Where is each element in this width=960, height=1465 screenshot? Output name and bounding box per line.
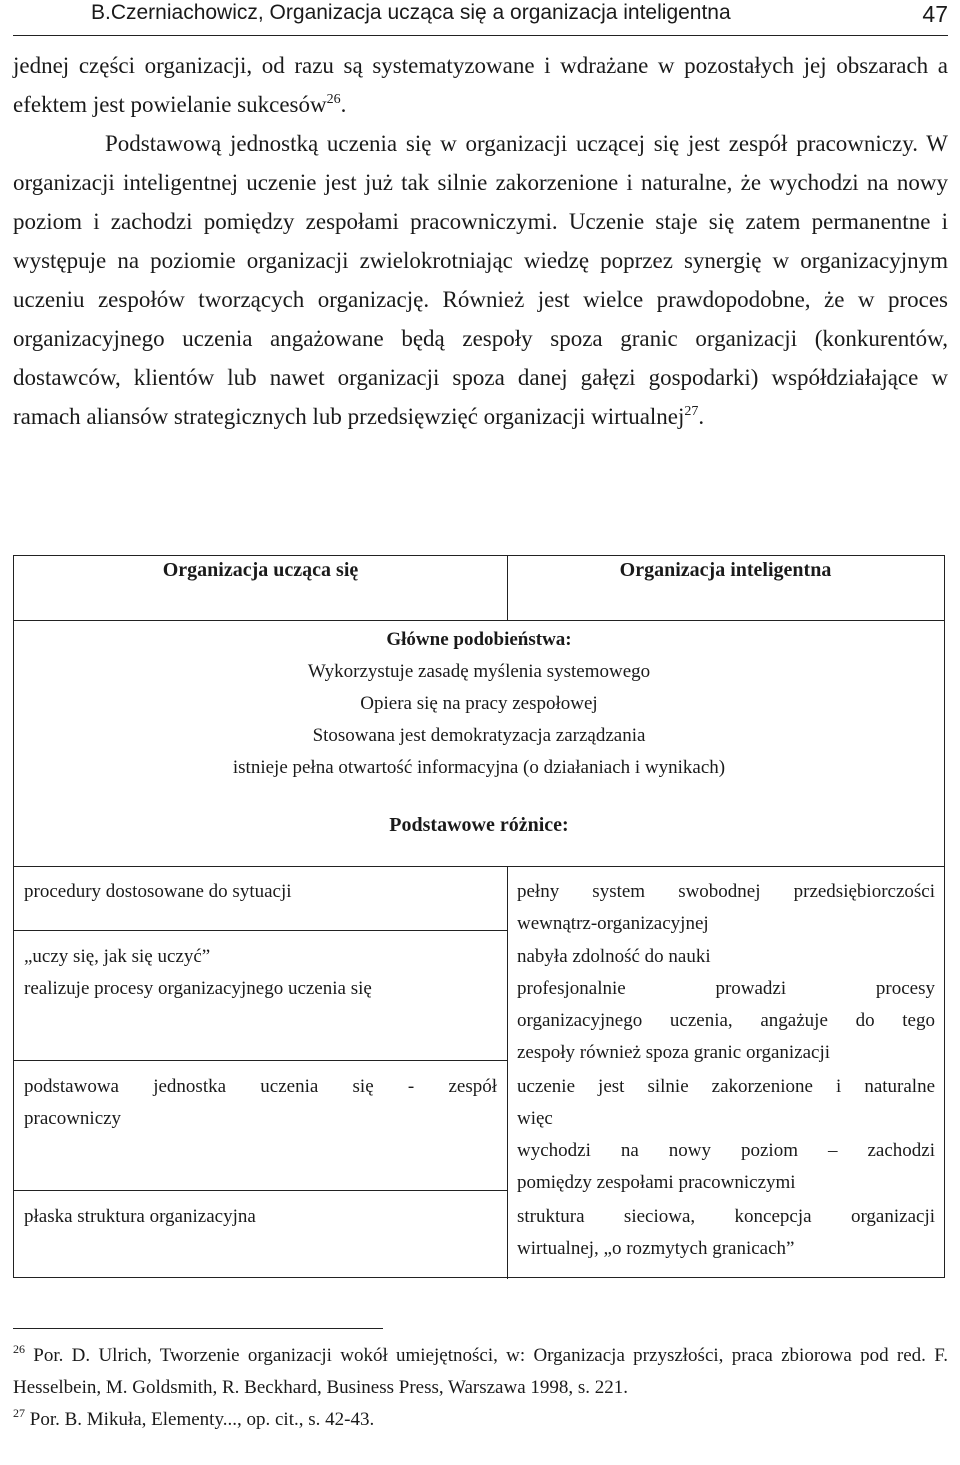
cell-line: pomiędzy zespołami pracowniczymi bbox=[517, 1172, 796, 1193]
footnotes bbox=[13, 1340, 948, 1436]
table-row-2-right bbox=[517, 941, 935, 1069]
row-rule-left bbox=[14, 1060, 507, 1061]
table-row-4-left bbox=[24, 1201, 497, 1233]
column-header-intelligent-org: Organizacja inteligentna bbox=[619, 559, 832, 581]
footnote-27 bbox=[13, 1404, 948, 1436]
paragraph-2-end: . bbox=[698, 404, 705, 429]
column-divider bbox=[507, 866, 508, 1279]
cell-line: „uczy się, jak się uczyć” bbox=[24, 946, 211, 967]
footnote-number: 26 bbox=[13, 1342, 25, 1356]
paragraph-2 bbox=[13, 124, 948, 436]
column-header-learning-org: Organizacja ucząca się bbox=[162, 559, 359, 581]
similarity-item: Wykorzystuje zasadę myślenia systemowego bbox=[307, 661, 651, 682]
main-text bbox=[13, 46, 948, 436]
table-row-2-left bbox=[24, 941, 497, 1005]
footnote-text: Por. B. Mikuła, Elementy..., op. cit., s. 42-43. bbox=[29, 1409, 375, 1430]
cell-line: zespoły również spoza granic organizacji bbox=[517, 1042, 831, 1063]
cell-line: wewnątrz-organizacyjnej bbox=[517, 913, 709, 934]
footnote-separator bbox=[13, 1328, 383, 1329]
comparison-table bbox=[13, 555, 945, 1278]
row-rule-left bbox=[14, 1190, 507, 1191]
cell-line: procedury dostosowane do sytuacji bbox=[24, 881, 292, 902]
similarities-title: Główne podobieństwa: bbox=[386, 629, 572, 650]
similarities-block bbox=[14, 624, 944, 784]
footnote-ref-27[interactable]: 27 bbox=[684, 404, 699, 419]
cell-line: pracowniczy bbox=[24, 1108, 122, 1129]
footnote-number: 27 bbox=[13, 1406, 25, 1420]
cell-line: nabyła zdolność do nauki bbox=[517, 946, 711, 967]
table-row-3-right bbox=[517, 1071, 935, 1199]
running-title: B.Czerniachowicz, Organizacja ucząca się a organizacja inteligentna bbox=[91, 1, 731, 24]
page-header bbox=[13, 0, 948, 36]
cell-line: wychodzi na nowy poziom – zachodzi bbox=[517, 1140, 935, 1161]
table-row-3-left bbox=[24, 1071, 497, 1135]
table-row-1-right bbox=[517, 876, 935, 940]
similarity-item: Stosowana jest demokratyzacja zarządzania bbox=[312, 725, 646, 746]
differences-rule bbox=[14, 866, 944, 867]
paragraph-1-end: . bbox=[340, 92, 347, 117]
cell-line: pełny system swobodnej przedsiębiorczości bbox=[517, 881, 935, 902]
cell-line: podstawowa jednostka uczenia się - zespół bbox=[24, 1076, 497, 1097]
differences-title: Podstawowe różnice: bbox=[389, 814, 569, 836]
cell-line: organizacyjnego uczenia, angażuje do tego bbox=[517, 1010, 935, 1031]
table-row-1-left bbox=[24, 876, 497, 908]
row-rule-left bbox=[14, 930, 507, 931]
paragraph-1 bbox=[13, 46, 948, 124]
footnote-26 bbox=[13, 1340, 948, 1404]
cell-line: wirtualnej, „o rozmytych granicach” bbox=[517, 1238, 795, 1259]
cell-line: płaska struktura organizacyjna bbox=[24, 1206, 256, 1227]
cell-line: profesjonalnie prowadzi procesy bbox=[517, 978, 935, 999]
paragraph-1-text: jednej części organizacji, od razu są systematyzowane i wdrażane w pozostałych jej obszarach a efektem jest powielanie sukcesów bbox=[13, 53, 948, 117]
header-rule bbox=[14, 620, 944, 621]
cell-line: struktura sieciowa, koncepcja organizacji bbox=[517, 1206, 935, 1227]
similarity-item: Opiera się na pracy zespołowej bbox=[360, 693, 598, 714]
table-row-4-right bbox=[517, 1201, 935, 1265]
cell-line: uczenie jest silnie zakorzenione i naturalne bbox=[517, 1076, 935, 1097]
footnote-text: Por. D. Ulrich, Tworzenie organizacji wokół umiejętności, w: Organizacja przyszłości, praca zbiorowa pod red. F. Hesselbein, M. Goldsmith, R. Beckhard, Business Press, Warszawa 1998, s. 221. bbox=[13, 1345, 948, 1398]
page-number: 47 bbox=[922, 1, 948, 27]
similarity-item: istnieje pełna otwartość informacyjna (o działaniach i wynikach) bbox=[232, 757, 726, 778]
footnote-ref-26[interactable]: 26 bbox=[326, 92, 341, 107]
cell-line: realizuje procesy organizacyjnego uczenia się bbox=[24, 978, 372, 999]
cell-line: więc bbox=[517, 1108, 553, 1129]
paragraph-2-text: Podstawową jednostką uczenia się w organizacji uczącej się jest zespół pracowniczy. W organizacji inteligentnej uczenie jest już tak silnie zakorzenione i naturalne, że wychodzi na nowy poziom i zachodzi pomiędzy zespołami pracowniczymi. Uczenie staje się zatem permanentne i występuje na poziomie organizacji zwielokrotniając wiedzę poprzez synergię w organizacyjnym uczeniu zespołów tworzących organizację. Również jest wielce prawdopodobne, że w proces organizacyjnego uczenia angażowane będą zespoły spoza granic organizacji (konkurentów, dostawców, klientów lub nawet organizacji spoza danej gałęzi gospodarki) współdziałające w ramach aliansów strategicznych lub przedsięwzięć organizacji wirtualnej bbox=[13, 131, 948, 429]
